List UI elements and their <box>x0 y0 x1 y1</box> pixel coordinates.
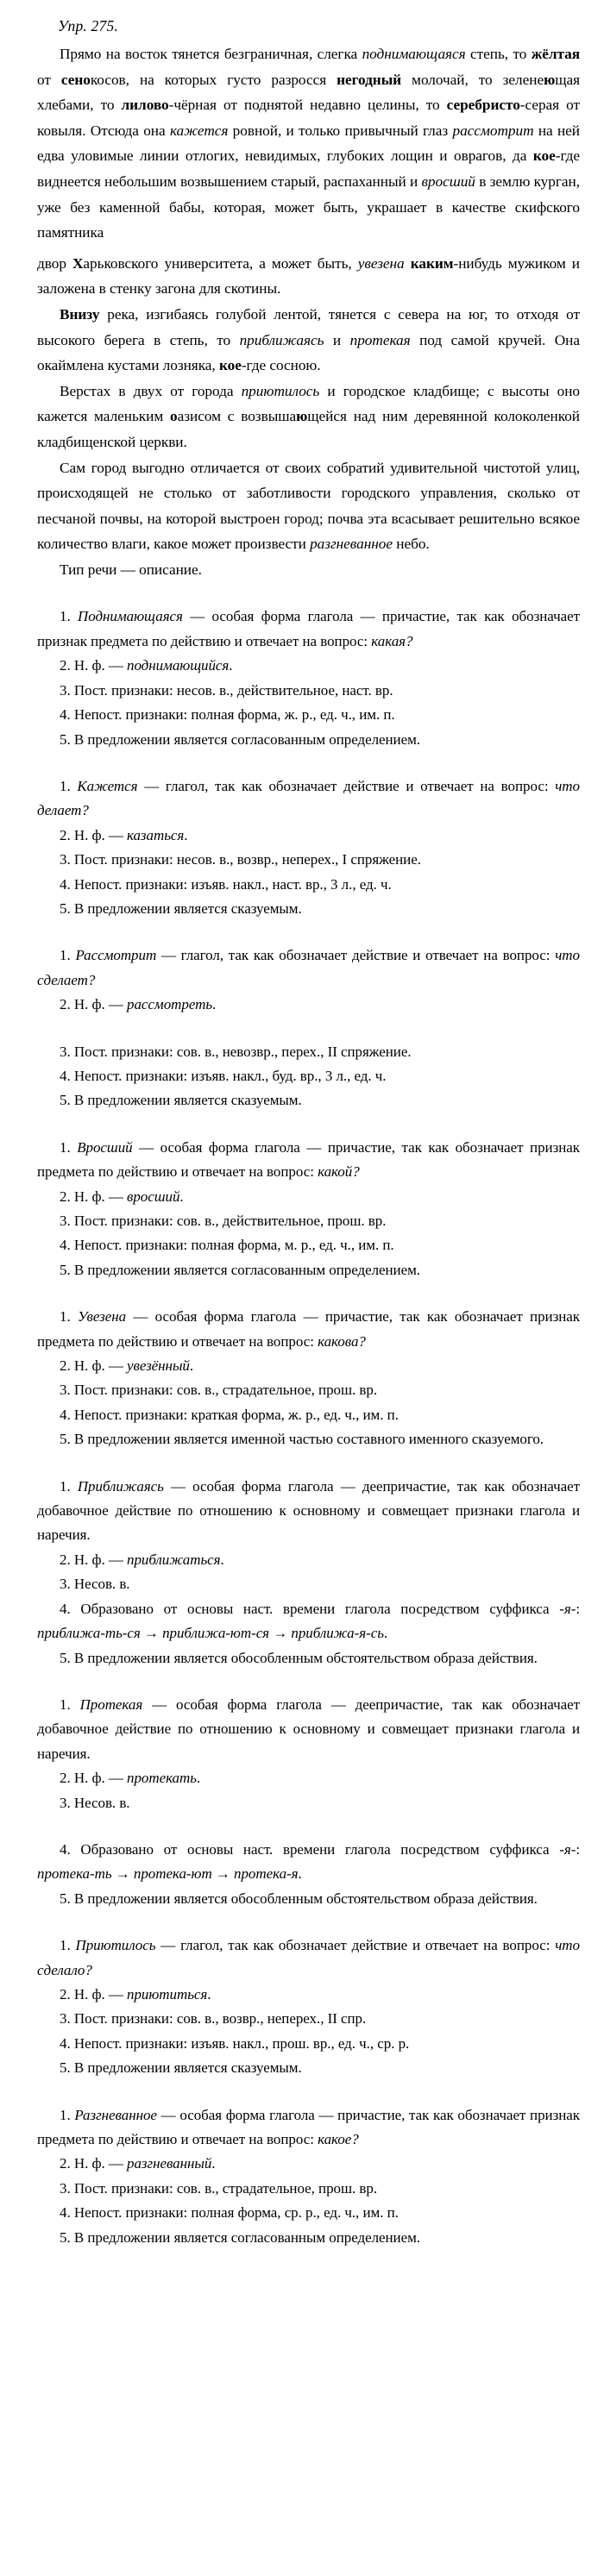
bold-run: лилово <box>121 97 169 114</box>
bold-run: кое <box>532 147 556 165</box>
text-run: азисом с возвыша <box>177 408 297 425</box>
italic-run: какой? <box>318 1163 360 1181</box>
italic-run: приближаться <box>127 1551 221 1568</box>
analysis-item <box>37 1548 580 1572</box>
italic-run: рассмотрит <box>452 122 534 139</box>
text-run: 4. Образовано от основы наст. времени глагола посредством суффикса <box>60 1840 560 1858</box>
analysis-item <box>37 1572 580 1596</box>
italic-run: приютилось <box>241 382 320 399</box>
analysis-item <box>37 1233 580 1257</box>
bold-run: сено <box>60 71 91 88</box>
text-run: Верстах в двух от города <box>60 382 242 399</box>
text-run: — глагол, так как обозначает действие и отвечает на вопрос: <box>155 1937 556 1954</box>
morphological-analysis-priyutilos <box>37 1934 580 2080</box>
text-run: . <box>383 1625 388 1642</box>
analysis-item <box>37 728 580 752</box>
italic-run: Приютилось <box>75 1937 156 1954</box>
text-run: 5. В предложении является сказуемым. <box>60 1092 302 1109</box>
text-run: щейся над ним деревянной колоколенкой кладбищенской церкви. <box>37 408 580 450</box>
text-run: 4. Образовано от основы наст. времени глагола посредством суффикса <box>60 1600 560 1617</box>
analysis-item <box>37 1354 580 1378</box>
italic-run: какова? <box>318 1332 366 1350</box>
text-run: — особая форма глагола — причастие, так как обозначает признак предмета по действию и отвечает на вопрос: <box>37 1308 581 1350</box>
text-run: . <box>212 996 217 1013</box>
text-run: 4. Непост. признаки: изъяв. накл., прош. вр., ед. ч., ср. р. <box>60 2034 410 2052</box>
text-run: 1. <box>60 777 78 794</box>
text-run: 5. В предложении является сказуемым. <box>60 899 302 917</box>
italic-run: Протекая <box>79 1695 143 1713</box>
passage-body <box>37 41 580 582</box>
analysis-item <box>37 943 580 993</box>
analysis-item <box>37 1791 580 1815</box>
text-run: . <box>196 1770 201 1787</box>
analysis-item <box>37 654 580 678</box>
bold-run: кое <box>218 357 242 374</box>
text-run: ровной, и только привычный глаз <box>228 122 453 139</box>
analysis-item <box>37 1088 580 1113</box>
text-run: -чёрная от поднятой недавно целины, то <box>168 97 447 114</box>
passage-paragraph <box>37 455 580 557</box>
text-run: : <box>576 1840 580 1858</box>
text-run: косов, на которых густо разросся <box>90 71 337 88</box>
italic-run: Вросший <box>77 1138 133 1156</box>
bold-run: Внизу <box>60 305 100 323</box>
text-run: Прямо на восток тянется безграничная, слегка <box>60 46 362 62</box>
passage-paragraph <box>37 302 580 379</box>
italic-run: Поднимающаяся <box>78 608 183 625</box>
analysis-item <box>37 824 580 848</box>
analysis-item <box>37 1064 580 1088</box>
text-run: на ней едва уловимые линии отлогих, невидимых, глубоких лощин и оврагов, да <box>37 122 580 165</box>
text-run: молочай, то зелене <box>401 71 544 88</box>
arrow-run: → <box>111 1865 134 1883</box>
analysis-item <box>37 1693 580 1766</box>
text-run: — глагол, так как обозначает действие и отвечает на вопрос: <box>156 947 556 964</box>
analysis-item <box>37 2152 580 2176</box>
exercise-number: Упр. 275. <box>58 17 118 34</box>
analysis-item <box>37 1258 580 1282</box>
morphological-analysis-podnimayushchayasya <box>37 605 580 751</box>
text-run: 2. Н. ф. — <box>60 2155 127 2172</box>
italic-run: протека-ть <box>37 1865 112 1883</box>
italic-run: Разгневанное <box>74 2106 157 2123</box>
analysis-item <box>37 1378 580 1402</box>
text-run: 4. Непост. признаки: полная форма, м. р., ед. ч., им. п. <box>60 1237 394 1254</box>
text-run: под самой кручей. Она окаймлена кустами лозняка, <box>37 331 580 374</box>
italic-run: что сделает? <box>37 947 580 988</box>
analysis-item <box>37 1983 580 2007</box>
bold-run: негодный <box>337 71 402 88</box>
analysis-item <box>37 2226 580 2250</box>
text-run: 1. <box>60 1477 78 1495</box>
italic-run: вросший <box>421 172 475 190</box>
morphological-analysis-protekaya <box>37 1693 580 1911</box>
text-run: . <box>189 1357 194 1375</box>
passage-paragraph <box>37 557 580 583</box>
text-run: 2. Н. ф. — <box>60 1770 127 1787</box>
italic-run: казаться <box>127 826 185 843</box>
analysis-item <box>37 2177 580 2201</box>
text-run: . <box>179 1188 184 1205</box>
text-run: — особая форма глагола — причастие, так как обозначает признак предмета по действию и отвечает на вопрос: <box>37 1138 580 1181</box>
text-run: 3. Пост. признаки: сов. в., страдательное, прош. вр. <box>60 1382 378 1399</box>
text-run: 4. Непост. признаки: краткая форма, ж. р., ед. ч., им. п. <box>60 1406 399 1423</box>
text-column <box>37 16 580 2250</box>
text-run: 3. Пост. признаки: сов. в., страдательное, прош. вр. <box>60 2179 378 2197</box>
italic-run: разгневанное <box>310 536 393 553</box>
text-run: 3. Пост. признаки: сов. в., возвр., неперех., II спр. <box>60 2010 367 2028</box>
morphological-analysis-uvezena <box>37 1305 580 1451</box>
morphological-analysis-razgnevannoe <box>37 2103 580 2250</box>
analysis-item <box>37 1934 580 1983</box>
italic-run: увезённый <box>127 1357 190 1375</box>
text-run: 3. Несов. в. <box>60 1576 130 1593</box>
passage-paragraph <box>37 379 580 455</box>
italic-run: протека-я <box>234 1865 299 1883</box>
italic-run: Кажется <box>77 777 138 794</box>
text-run: 1. <box>60 1308 78 1326</box>
text-run: небо. <box>392 536 430 553</box>
italic-run: кажется <box>169 122 229 139</box>
text-run: 1. <box>60 1695 80 1713</box>
text-run: река, изгибаясь голубой лентой, тянется с севера на юг, то отходя от высокого берега в степь, то <box>37 305 580 348</box>
analysis-item <box>37 1040 580 1064</box>
bold-run: ю <box>544 71 556 88</box>
italic-run: вросший <box>127 1188 180 1205</box>
analysis-item <box>37 1209 580 1233</box>
italic-run: -я- <box>559 1840 576 1858</box>
text-run: : <box>576 1600 580 1617</box>
analysis-item <box>37 1403 580 1427</box>
analysis-item <box>37 848 580 872</box>
analysis-item <box>37 703 580 727</box>
text-run: 1. <box>60 1937 76 1954</box>
analysis-item <box>37 1305 580 1354</box>
text-run: 4. Непост. признаки: полная форма, ср. р., ед. ч., им. п. <box>60 2204 399 2222</box>
italic-run: приютиться <box>127 1985 208 2003</box>
text-run: -где сосною. <box>241 357 321 374</box>
italic-run: поднимающаяся <box>362 46 466 62</box>
text-run: -нибудь мужиком и заложена в стенку загона для скотины. <box>37 254 580 298</box>
text-run: . <box>298 1865 302 1883</box>
italic-run: увезена <box>357 254 405 272</box>
paragraph-gap <box>37 1815 580 1838</box>
morphological-analysis-priblizhayas <box>37 1475 580 1670</box>
analysis-item <box>37 2032 580 2056</box>
text-run: 3. Пост. признаки: сов. в., невозвр., перех., II спряжение. <box>60 1043 412 1060</box>
analysis-item <box>37 2201 580 2225</box>
text-run <box>405 255 411 272</box>
text-run: 1. <box>60 947 76 964</box>
text-run: 5. В предложении является обособленным обстоятельством образа действия. <box>60 1890 538 1907</box>
italic-run: приближа-ют-ся <box>162 1625 270 1642</box>
italic-run: приближаясь <box>239 331 324 348</box>
text-run: — особая форма глагола — причастие, так как обозначает признак предмета по действию и отвечает на вопрос: <box>37 2106 580 2147</box>
text-run: от <box>37 71 61 88</box>
bold-run: каким <box>410 254 454 272</box>
italic-run: Увезена <box>77 1308 127 1326</box>
text-run: 5. В предложении является сказуемым. <box>60 2059 302 2077</box>
passage-paragraph <box>37 251 580 302</box>
analysis-item <box>37 1475 580 1548</box>
italic-run: протека-ют <box>133 1865 212 1883</box>
bold-run: жёлтая <box>531 46 581 62</box>
text-run: и <box>324 331 350 348</box>
text-run: 1. <box>60 1138 78 1156</box>
analysis-item <box>37 1597 580 1646</box>
italic-run: поднимающийся <box>127 657 230 674</box>
text-run: 4. Непост. признаки: изъяв. накл., буд. вр., 3 л., ед. ч. <box>60 1067 387 1084</box>
text-run: — особая форма глагола — деепричастие, так как обозначает добавочное действие по отношению к основному и совмещает признаки глагола и наречия. <box>37 1695 580 1762</box>
text-run: . <box>184 826 188 843</box>
text-run: Тип речи — описание. <box>60 561 202 578</box>
text-run: 5. В предложении является именной частью составного именного сказуемого. <box>60 1431 544 1448</box>
analyses-list <box>37 605 580 2250</box>
text-run: 2. Н. ф. — <box>60 996 127 1013</box>
text-run: и городское кладбище; с высоты оно кажется маленьким <box>37 382 580 425</box>
text-run: 4. Непост. признаки: полная форма, ж. р., ед. ч., им. п. <box>60 706 395 724</box>
analysis-item <box>37 1887 580 1911</box>
bold-run: о <box>170 408 178 425</box>
italic-run: протекая <box>349 331 411 348</box>
text-run: — особая форма глагола — причастие, так как обозначает признак предмета по действию и отвечает на вопрос: <box>37 608 580 649</box>
arrow-run: → <box>269 1625 292 1642</box>
analysis-item <box>37 1185 580 1209</box>
text-run: -где виднеется небольшим возвышением старый, распаханный и <box>37 147 580 190</box>
analysis-item <box>37 1136 580 1185</box>
text-run: степь, то <box>465 46 532 62</box>
text-run: 3. Несов. в. <box>60 1794 130 1811</box>
analysis-item <box>37 993 580 1017</box>
text-run: 5. В предложении является обособленным обстоятельством образа действия. <box>60 1649 538 1666</box>
italic-run: какая? <box>371 632 413 649</box>
bold-run: Х <box>72 254 84 272</box>
morphological-analysis-vrosshiy <box>37 1136 580 1282</box>
italic-run: приближа-ть-ся <box>37 1625 141 1642</box>
italic-run: рассмотреть <box>127 996 213 1013</box>
italic-run: что сделало? <box>37 1937 580 1978</box>
text-run: 4. Непост. признаки: изъяв. накл., наст. вр., 3 л., ед. ч. <box>60 875 392 893</box>
text-run: 2. Н. ф. — <box>60 1188 127 1205</box>
analysis-item <box>37 1427 580 1451</box>
italic-run: -я- <box>559 1600 576 1617</box>
italic-run: что делает? <box>37 777 580 819</box>
text-run: 5. В предложении является согласованным определением. <box>60 2228 420 2246</box>
text-run: щая хлебами, то <box>37 71 580 114</box>
passage-paragraph <box>37 41 580 246</box>
text-run: . <box>229 657 233 674</box>
text-run: 1. <box>60 2106 75 2123</box>
text-run: 3. Пост. признаки: несов. в., действительное, наст. вр. <box>60 681 393 699</box>
text-run: 2. Н. ф. — <box>60 1357 127 1375</box>
paragraph-gap <box>37 1018 580 1040</box>
text-run: 3. Пост. признаки: сов. в., действительное, прош. вр. <box>60 1213 387 1229</box>
italic-run: приближа-я-сь <box>291 1625 384 1642</box>
text-run: 2. Н. ф. — <box>60 826 127 843</box>
text-run: 5. В предложении является согласованным определением. <box>60 730 420 748</box>
text-run: — особая форма глагола — деепричастие, так как обозначает добавочное действие по отношению к основному и совмещает признаки глагола и наречия. <box>37 1477 580 1544</box>
italic-run: Приближаясь <box>77 1477 164 1495</box>
analysis-item <box>37 1646 580 1670</box>
analysis-item <box>37 1766 580 1790</box>
text-run: Сам город выгодно отличается от своих собратий удивительной чистотой улиц, происходящей не столько от заботливости городского управления, сколько от песчаной почвы, на которой выстроен город; почва эта всасывает решительно всякое количество влаги, какое может произвести <box>37 459 580 553</box>
bold-run: серебристо <box>446 97 520 114</box>
analysis-item <box>37 774 580 824</box>
text-run: 5. В предложении является согласованным определением. <box>60 1261 420 1278</box>
text-run: в землю курган, уже без каменной бабы, которая, может быть, украшает в качестве скифского памятника <box>37 172 580 241</box>
analysis-item <box>37 2007 580 2031</box>
text-run: — глагол, так как обозначает действие и отвечает на вопрос: <box>137 777 556 794</box>
text-run: арьковского университета, а может быть, <box>83 254 358 272</box>
text-run: . <box>207 1985 211 2003</box>
text-run: 2. Н. ф. — <box>60 1985 127 2003</box>
text-run: -серая от ковыля. Отсюда она <box>37 97 580 139</box>
arrow-run: → <box>211 1865 235 1883</box>
morphological-analysis-rassmotrit <box>37 943 580 1113</box>
text-run: . <box>211 2155 216 2172</box>
morphological-analysis-kazhetsya <box>37 774 580 921</box>
analysis-item <box>37 2103 580 2153</box>
text-run: 1. <box>60 608 79 625</box>
italic-run: протекать <box>127 1770 197 1787</box>
text-run: 2. Н. ф. — <box>60 657 127 674</box>
italic-run: Рассмотрит <box>75 947 157 964</box>
text-run: двор <box>37 254 72 272</box>
text-run: 2. Н. ф. — <box>60 1551 127 1568</box>
italic-run: какое? <box>318 2131 359 2147</box>
analysis-item <box>37 605 580 654</box>
analysis-item <box>37 2056 580 2080</box>
analysis-item <box>37 873 580 897</box>
analysis-item <box>37 1838 580 1887</box>
italic-run: разгневанный <box>127 2155 212 2172</box>
arrow-run: → <box>140 1625 163 1642</box>
text-run: 3. Пост. признаки: несов. в., возвр., неперех., I спряжение. <box>60 851 421 868</box>
analysis-item <box>37 897 580 921</box>
text-run: . <box>220 1551 224 1568</box>
bold-run: ю <box>296 408 308 425</box>
analysis-item <box>37 679 580 703</box>
